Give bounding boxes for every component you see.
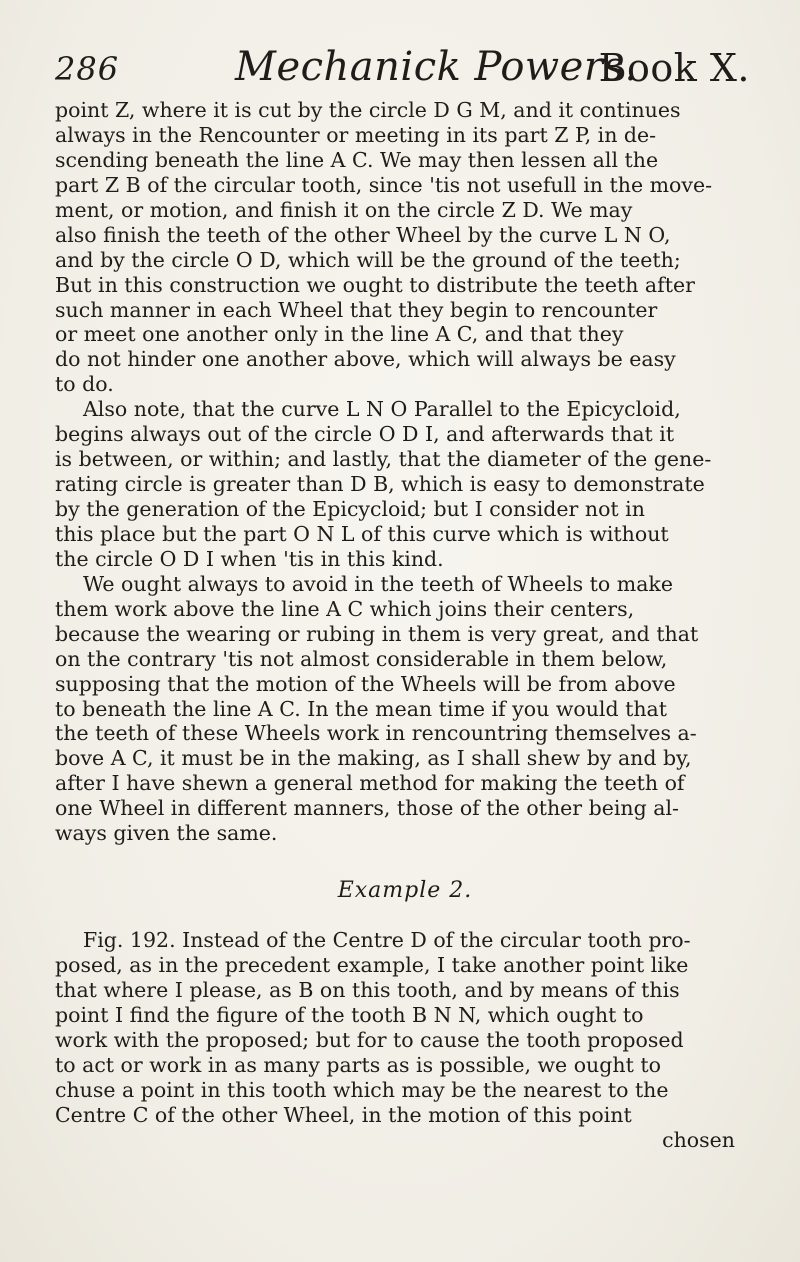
text-line: or meet one another only in the line A C, and that they [55,322,624,347]
text-line: point Z, where it is cut by the circle D G M, and it continues [55,98,681,122]
text-line: We ought always to avoid in the teeth of Wheels to make [83,571,673,596]
text-line: work with the proposed; but for to cause the tooth proposed [55,1027,684,1052]
text-line: because the wearing or rubing in them is very great, and that [55,621,699,646]
text-line: supposing that the motion of the Wheels will be from above [55,671,676,696]
text-line: part Z B of the circular tooth, since 'tis not usefull in the move- [55,172,713,197]
catchword: chosen [662,1127,735,1152]
paragraph-3 [55,572,755,846]
text-line: such manner in each Wheel that they begin to rencounter [55,297,658,322]
text-line: and by the circle O D, which will be the ground of the teeth; [55,247,681,272]
text-line: to do. [55,372,114,397]
text-line: scending beneath the line A C. We may then lessen all the [55,147,659,172]
running-head: Mechanick Powers. [235,44,638,90]
text-line: also finish the teeth of the other Wheel by the curve L N O, [55,222,671,247]
text-line: rating circle is greater than D B, which is easy to demonstrate [55,472,705,497]
page-number: 286 [55,50,120,88]
paragraph-1 [55,98,755,397]
text-line: chuse a point in this tooth which may be the nearest to the [55,1077,669,1102]
text-line: this place but the part O N L of this curve which is without [55,521,669,546]
text-line: begins always out of the circle O D I, and afterwards that it [55,422,675,447]
text-line: that where I please, as B on this tooth, and by means of this [55,977,680,1002]
page-header [55,44,750,94]
text-line: the teeth of these Wheels work in rencountring themselves a- [55,721,697,746]
text-line: one Wheel in different manners, those of the other being al- [55,796,679,821]
text-line: bove A C, it must be in the making, as I shall shew by and by, [55,746,692,771]
book-label: Book X. [598,46,750,90]
text-line: Fig. 192. Instead of the Centre D of the circular tooth pro- [83,928,691,953]
text-line: on the contrary 'tis not almost considerable in them below, [55,646,668,671]
text-line: ways given the same. [55,821,278,846]
text-line: point I find the figure of the tooth B N N, which ought to [55,1002,644,1027]
text-line: to beneath the line A C. In the mean time if you would that [55,696,668,721]
paragraph-2 [55,397,755,572]
text-line: Also note, that the curve L N O Parallel to the Epicycloid, [83,397,681,422]
text-line: Centre C of the other Wheel, in the motion of this point [55,1102,632,1127]
section-title: Example 2. [337,878,473,904]
text-line: But in this construction we ought to distribute the teeth after [55,272,695,297]
paragraph-4 [55,928,755,1152]
text-line: after I have shewn a general method for making the teeth of [55,771,685,796]
text-line: is between, or within; and lastly, that the diameter of the gene- [55,447,712,472]
text-line: always in the Rencounter or meeting in its part Z P, in de- [55,122,657,147]
text-line: the circle O D I when 'tis in this kind. [55,546,444,571]
text-line: ment, or motion, and finish it on the circle Z D. We may [55,197,633,222]
text-line: them work above the line A C which joins their centers, [55,596,635,621]
text-line: by the generation of the Epicycloid; but I consider not in [55,497,645,521]
text-line: to act or work in as many parts as is possible, we ought to [55,1052,661,1077]
text-line: do not hinder one another above, which will always be easy [55,347,676,372]
text-line: posed, as in the precedent example, I take another point like [55,953,689,977]
body-text [55,98,755,1153]
